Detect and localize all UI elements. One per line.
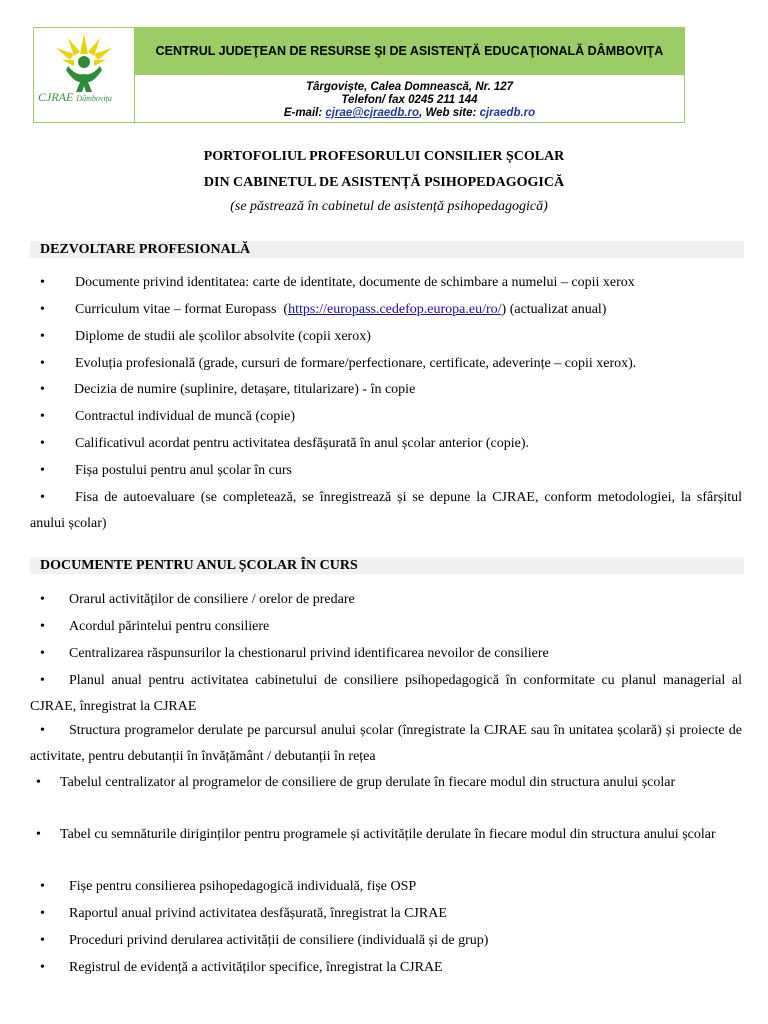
list-item: • Tabel cu semnăturile diriginților pentru programele și activitățile derulate în fiecare modul din structura anului școlar bbox=[36, 827, 716, 842]
address: Târgoviște, Calea Domnească, Nr. 127 bbox=[305, 81, 514, 93]
europass-link[interactable]: https://europass.cedefop.europa.eu/ro/ bbox=[288, 302, 502, 317]
list-item: • Calificativul acordat pentru activitatea desfășurată în anul școlar anterior (copie). bbox=[40, 436, 530, 451]
list-item: • Evoluția profesională (grade, cursuri de formare/perfectionare, certificate, adeverințe – copii xerox). bbox=[40, 356, 637, 371]
list-item: • Acordul părintelui pentru consiliere bbox=[40, 619, 270, 634]
list-item: • Tabelul centralizator al programelor de consiliere de grup derulate în fiecare modul din structura anului școlar bbox=[36, 775, 676, 790]
list-item: • Fișe pentru consilierea psihopedagogică individuală, fișe OSP bbox=[40, 879, 417, 894]
list-item: • Fisa de autoevaluare (se completează, se înregistrează și se depune la CJRAE, conform metodologiei, la sfârșitul anului școlar) bbox=[30, 490, 742, 531]
institution-name: CENTRUL JUDEŢEAN DE RESURSE ŞI DE ASISTENŢĂ EDUCAŢIONALĂ DÂMBOVIŢA bbox=[135, 28, 684, 75]
list-item: • Curriculum vitae – format Europass (https://europass.cedefop.europa.eu/ro/) (actualizat anual) bbox=[40, 302, 607, 317]
list-item: • Fișa postului pentru anul școlar în curs bbox=[40, 463, 292, 478]
list-item: • Orarul activităților de consiliere / orelor de predare bbox=[40, 592, 355, 607]
list-item: • Documente privind identitatea: carte de identitate, documente de schimbare a numelui – copii xerox bbox=[40, 275, 635, 290]
document-title-line2: DIN CABINETUL DE ASISTENȚĂ PSIHOPEDAGOGICĂ bbox=[203, 175, 565, 190]
list-item: • Decizia de numire (suplinire, detașare, titularizare) - în copie bbox=[40, 382, 416, 397]
section-heading-current-year: DOCUMENTE PENTRU ANUL ȘCOLAR ÎN CURS bbox=[30, 557, 744, 574]
list-item: • Centralizarea răspunsurilor la chestionarul privind identificarea nevoilor de consiliere bbox=[40, 646, 549, 661]
cjrae-logo-icon bbox=[34, 28, 134, 122]
list-item: • Proceduri privind derularea activității de consiliere (individuală și de grup) bbox=[40, 933, 489, 948]
list-item: • Contractul individual de muncă (copie) bbox=[40, 409, 296, 424]
letterhead bbox=[33, 27, 685, 123]
website[interactable]: cjraedb.ro bbox=[479, 107, 536, 119]
list-item: • Structura programelor derulate pe parcursul anului școlar (înregistrate la CJRAE sau în unitatea școlară) și proiecte de activitate, pentru debutanții în învățământ / debutanții în rețea bbox=[30, 723, 742, 764]
document-subtitle: (se păstrează în cabinetul de asistență psihopedagogică) bbox=[230, 199, 548, 214]
contact-block bbox=[135, 75, 684, 122]
document-title-line1: PORTOFOLIUL PROFESORULUI CONSILIER ȘCOLAR bbox=[203, 149, 565, 164]
logo bbox=[34, 28, 135, 122]
section-heading-professional: DEZVOLTARE PROFESIONALĂ bbox=[30, 241, 744, 258]
email-web-line: E-mail: cjrae@cjraedb.ro, Web site: cjraedb.ro bbox=[283, 107, 536, 119]
logo-caption: CJRAE Dâmbovița bbox=[38, 90, 112, 104]
phone: Telefon/ fax 0245 211 144 bbox=[341, 94, 478, 106]
list-item: • Planul anual pentru activitatea cabinetului de consiliere psihopedagogică în conformitate cu planul managerial al CJRAE, înregistrat la CJRAE bbox=[30, 673, 742, 714]
list-item: • Diplome de studii ale școlilor absolvite (copii xerox) bbox=[40, 329, 371, 344]
list-item: • Registrul de evidență a activităților specifice, înregistrat la CJRAE bbox=[40, 960, 443, 975]
list-item: • Raportul anual privind activitatea desfășurată, înregistrat la CJRAE bbox=[40, 906, 447, 921]
email-link[interactable]: cjrae@cjraedb.ro bbox=[325, 107, 420, 119]
